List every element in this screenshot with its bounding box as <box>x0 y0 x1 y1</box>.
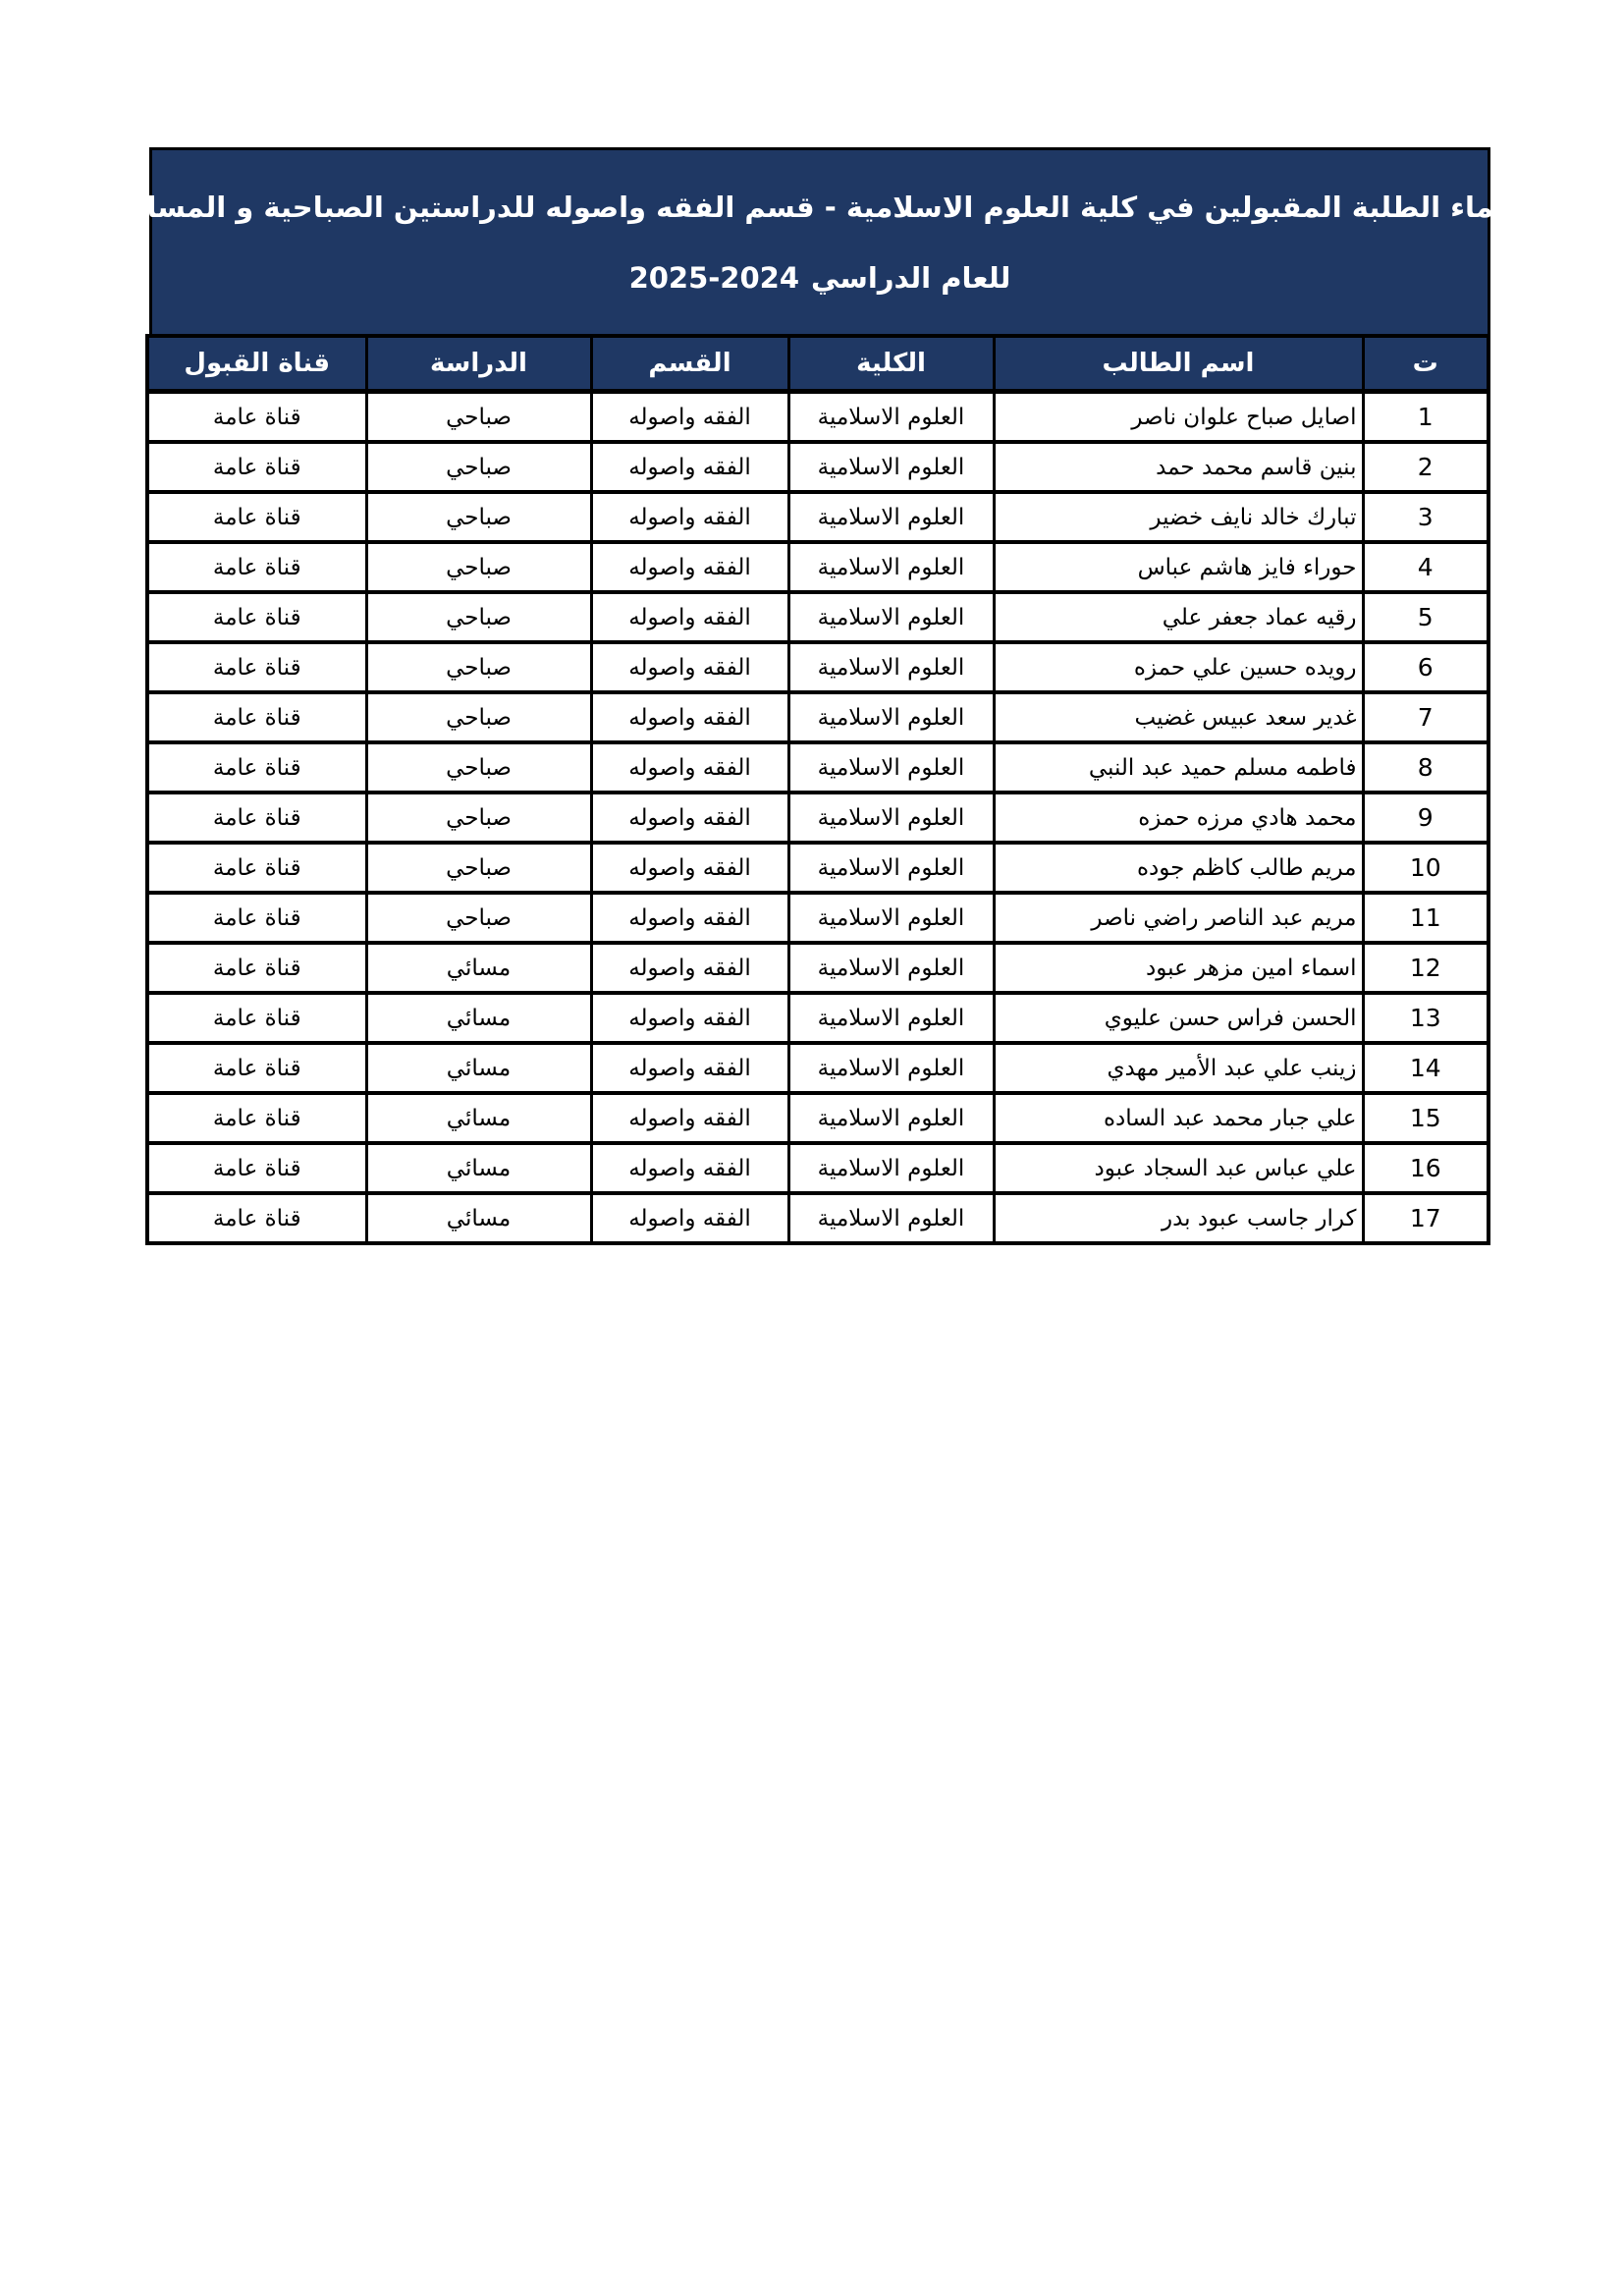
cell-name: غدير سعد عبيس غضيب <box>994 692 1363 742</box>
cell-study: مسائي <box>366 1193 591 1243</box>
cell-department: الفقه واصوله <box>591 542 788 592</box>
cell-channel: قناة عامة <box>147 642 366 692</box>
student-row <box>147 392 1489 443</box>
academic-year-value: 2025-2024 <box>628 260 800 295</box>
cell-index: 5 <box>1363 592 1489 642</box>
student-row <box>147 742 1489 793</box>
student-row <box>147 893 1489 943</box>
header-row <box>147 336 1489 392</box>
cell-department: الفقه واصوله <box>591 1193 788 1243</box>
cell-name: زينب علي عبد الأمير مهدي <box>994 1043 1363 1093</box>
students-table-body <box>147 392 1489 1244</box>
cell-name: الحسن فراس حسن عليوي <box>994 993 1363 1043</box>
student-row <box>147 1093 1489 1143</box>
cell-college: العلوم الاسلامية <box>788 1193 994 1243</box>
cell-college: العلوم الاسلامية <box>788 993 994 1043</box>
cell-college: العلوم الاسلامية <box>788 893 994 943</box>
cell-college: العلوم الاسلامية <box>788 642 994 692</box>
cell-study: مسائي <box>366 1093 591 1143</box>
cell-college: العلوم الاسلامية <box>788 542 994 592</box>
document-title-line2 <box>629 261 1011 295</box>
cell-index: 6 <box>1363 642 1489 692</box>
student-row <box>147 692 1489 742</box>
cell-department: الفقه واصوله <box>591 1043 788 1093</box>
col-header-study: الدراسة <box>366 336 591 392</box>
cell-channel: قناة عامة <box>147 542 366 592</box>
cell-channel: قناة عامة <box>147 893 366 943</box>
cell-channel: قناة عامة <box>147 793 366 843</box>
cell-department: الفقه واصوله <box>591 492 788 542</box>
cell-department: الفقه واصوله <box>591 642 788 692</box>
cell-name: علي جبار محمد عبد الساده <box>994 1093 1363 1143</box>
cell-name: رويده حسين علي حمزه <box>994 642 1363 692</box>
cell-index: 12 <box>1363 943 1489 993</box>
cell-index: 4 <box>1363 542 1489 592</box>
cell-name: بنين قاسم محمد حمد <box>994 442 1363 492</box>
cell-study: صباحي <box>366 492 591 542</box>
cell-department: الفقه واصوله <box>591 742 788 793</box>
cell-index: 10 <box>1363 843 1489 893</box>
admission-list-document <box>107 147 1533 1245</box>
cell-study: صباحي <box>366 843 591 893</box>
col-header-name: اسم الطالب <box>994 336 1363 392</box>
student-row <box>147 993 1489 1043</box>
cell-department: الفقه واصوله <box>591 893 788 943</box>
col-header-index: ت <box>1363 336 1489 392</box>
cell-department: الفقه واصوله <box>591 1093 788 1143</box>
cell-index: 7 <box>1363 692 1489 742</box>
cell-college: العلوم الاسلامية <box>788 442 994 492</box>
cell-study: صباحي <box>366 592 591 642</box>
cell-channel: قناة عامة <box>147 742 366 793</box>
students-table-header <box>147 336 1489 392</box>
col-header-college: الكلية <box>788 336 994 392</box>
cell-college: العلوم الاسلامية <box>788 1093 994 1143</box>
cell-study: مسائي <box>366 943 591 993</box>
cell-name: علي عباس عبد السجاد عبود <box>994 1143 1363 1193</box>
student-row <box>147 592 1489 642</box>
cell-index: 14 <box>1363 1043 1489 1093</box>
cell-index: 17 <box>1363 1193 1489 1243</box>
cell-name: مريم عبد الناصر راضي ناصر <box>994 893 1363 943</box>
cell-study: صباحي <box>366 392 591 443</box>
cell-department: الفقه واصوله <box>591 692 788 742</box>
cell-department: الفقه واصوله <box>591 392 788 443</box>
cell-study: صباحي <box>366 442 591 492</box>
cell-name: مريم طالب كاظم جوده <box>994 843 1363 893</box>
title-banner <box>107 147 1533 337</box>
col-header-department: القسم <box>591 336 788 392</box>
cell-college: العلوم الاسلامية <box>788 492 994 542</box>
cell-study: صباحي <box>366 893 591 943</box>
cell-index: 8 <box>1363 742 1489 793</box>
students-table <box>145 334 1490 1245</box>
cell-index: 2 <box>1363 442 1489 492</box>
cell-college: العلوم الاسلامية <box>788 592 994 642</box>
cell-college: العلوم الاسلامية <box>788 692 994 742</box>
student-row <box>147 642 1489 692</box>
cell-department: الفقه واصوله <box>591 592 788 642</box>
cell-department: الفقه واصوله <box>591 442 788 492</box>
cell-college: العلوم الاسلامية <box>788 1143 994 1193</box>
student-row <box>147 492 1489 542</box>
col-header-channel: قناة القبول <box>147 336 366 392</box>
cell-department: الفقه واصوله <box>591 843 788 893</box>
cell-study: صباحي <box>366 542 591 592</box>
cell-channel: قناة عامة <box>147 1043 366 1093</box>
academic-year-label: للعام الدراسي <box>811 260 1011 295</box>
cell-name: كرار جاسب عبود بدر <box>994 1193 1363 1243</box>
cell-college: العلوم الاسلامية <box>788 793 994 843</box>
cell-department: الفقه واصوله <box>591 993 788 1043</box>
cell-study: مسائي <box>366 1043 591 1093</box>
cell-channel: قناة عامة <box>147 1093 366 1143</box>
cell-name: اصايل صباح علوان ناصر <box>994 392 1363 443</box>
cell-name: محمد هادي مرزه حمزه <box>994 793 1363 843</box>
cell-channel: قناة عامة <box>147 943 366 993</box>
cell-study: مسائي <box>366 993 591 1043</box>
cell-name: فاطمه مسلم حميد عبد النبي <box>994 742 1363 793</box>
cell-college: العلوم الاسلامية <box>788 843 994 893</box>
student-row <box>147 1143 1489 1193</box>
cell-channel: قناة عامة <box>147 392 366 443</box>
cell-department: الفقه واصوله <box>591 793 788 843</box>
cell-name: تبارك خالد نايف خضير <box>994 492 1363 542</box>
cell-name: حوراء فايز هاشم عباس <box>994 542 1363 592</box>
cell-college: العلوم الاسلامية <box>788 943 994 993</box>
cell-channel: قناة عامة <box>147 843 366 893</box>
cell-channel: قناة عامة <box>147 993 366 1043</box>
cell-channel: قناة عامة <box>147 1193 366 1243</box>
cell-index: 13 <box>1363 993 1489 1043</box>
cell-college: العلوم الاسلامية <box>788 392 994 443</box>
student-row <box>147 1193 1489 1243</box>
cell-index: 16 <box>1363 1143 1489 1193</box>
cell-channel: قناة عامة <box>147 592 366 642</box>
cell-study: صباحي <box>366 692 591 742</box>
cell-name: رقيه عماد جعفر علي <box>994 592 1363 642</box>
cell-channel: قناة عامة <box>147 442 366 492</box>
cell-study: صباحي <box>366 642 591 692</box>
cell-department: الفقه واصوله <box>591 943 788 993</box>
cell-study: مسائي <box>366 1143 591 1193</box>
cell-study: صباحي <box>366 742 591 793</box>
cell-college: العلوم الاسلامية <box>788 742 994 793</box>
cell-index: 11 <box>1363 893 1489 943</box>
document-title-line1: اسماء الطلبة المقبولين في كلية العلوم الاسلامية - قسم الفقه واصوله للدراستين الصباحية و المسائية <box>107 190 1533 224</box>
student-row <box>147 793 1489 843</box>
cell-index: 15 <box>1363 1093 1489 1143</box>
student-row <box>147 442 1489 492</box>
cell-index: 1 <box>1363 392 1489 443</box>
cell-channel: قناة عامة <box>147 692 366 742</box>
student-row <box>147 542 1489 592</box>
cell-name: اسماء امين مزهر عبود <box>994 943 1363 993</box>
student-row <box>147 843 1489 893</box>
cell-study: صباحي <box>366 793 591 843</box>
cell-college: العلوم الاسلامية <box>788 1043 994 1093</box>
cell-index: 9 <box>1363 793 1489 843</box>
cell-department: الفقه واصوله <box>591 1143 788 1193</box>
student-row <box>147 943 1489 993</box>
student-row <box>147 1043 1489 1093</box>
cell-channel: قناة عامة <box>147 492 366 542</box>
cell-channel: قناة عامة <box>147 1143 366 1193</box>
cell-index: 3 <box>1363 492 1489 542</box>
